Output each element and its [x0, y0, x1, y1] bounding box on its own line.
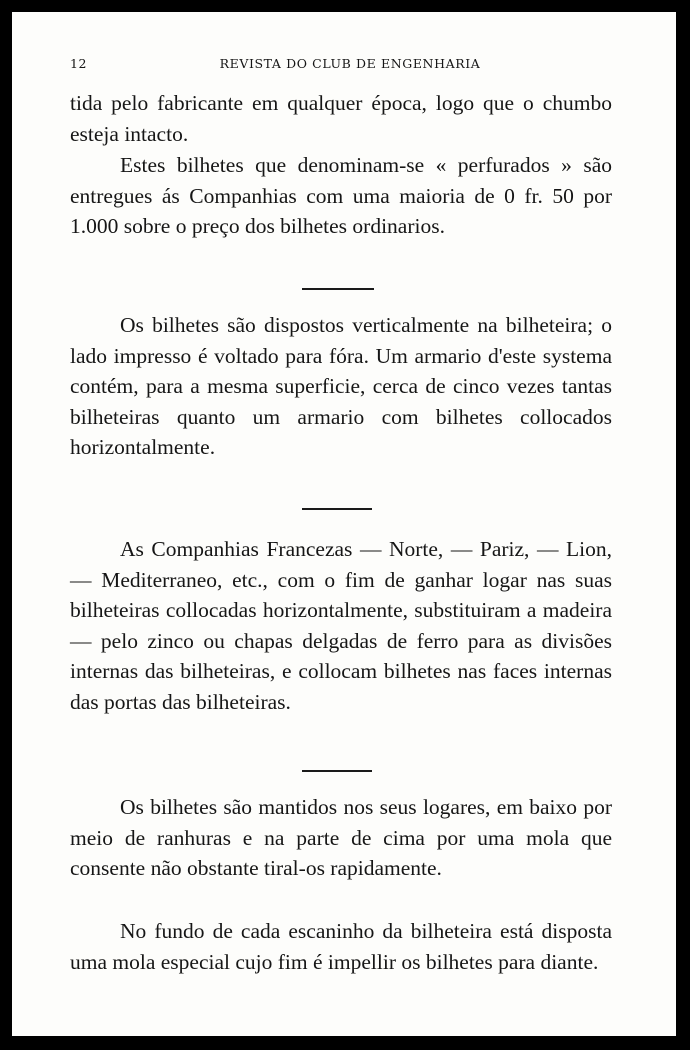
section-divider [302, 508, 372, 510]
page-number: 12 [70, 56, 88, 71]
page-header [70, 56, 630, 74]
paragraph-5: Os bilhetes são mantidos nos seus logares, em baixo por meio de ranhuras e na parte de cima por uma mola que consente não obstante tiral-os rapidamente. [70, 795, 612, 880]
paragraph-2: Estes bilhetes que denominam-se « perfurados » são entregues ás Companhias com uma maioria de 0 fr. 50 por 1.000 sobre o preço dos bilhetes ordinarios. [70, 153, 612, 238]
paragraph-1: tida pelo fabricante em qualquer época, logo que o chumbo esteja intacto. [70, 91, 612, 146]
paragraph-6: No fundo de cada escaninho da bilheteira está disposta uma mola especial cujo fim é impellir os bilhetes para diante. [70, 919, 612, 974]
section-divider [302, 288, 374, 290]
running-title: REVISTA DO CLUB DE ENGENHARIA [219, 56, 481, 71]
paragraph-3: Os bilhetes são dispostos verticalmente na bilheteira; o lado impresso é voltado para fóra. Um armario d'este systema contém, para a mesma superficie, cerca de cinco vezes tantas bilheteiras quanto um armario com bilhetes collocados horizontalmente. [70, 313, 612, 459]
book-page [12, 12, 676, 1036]
paragraph-4: As Companhias Francezas — Norte, — Pariz, — Lion, — Mediterraneo, etc., com o fim de ganhar logar nas suas bilheteiras collocadas horizontalmente, substituiram a madeira — pelo zinco ou chapas delgadas de ferro para as divisões internas das bilheteiras, e collocam bilhetes nas faces internas das portas das bilheteiras. [70, 537, 612, 714]
section-divider [302, 770, 372, 772]
